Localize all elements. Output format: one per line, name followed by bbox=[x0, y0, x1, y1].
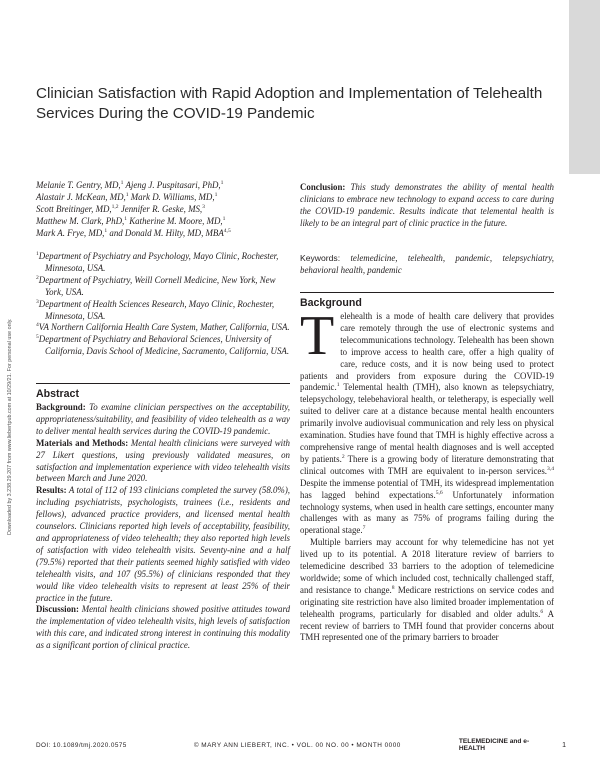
body-text: There is a growing body of literature demonstrating that clinical outcomes with TMH are equivalent to in-person services. bbox=[300, 453, 554, 476]
author-affiliation-mark: 1 bbox=[214, 191, 218, 198]
author-affiliation-mark: 1,2 bbox=[111, 203, 119, 210]
body-text: Unfortunately information technology systems, when used in health care settings, encounter many challenges with as many as 75% of programs failing during the operational stage. bbox=[300, 489, 555, 536]
abstract-section-label: Results: bbox=[36, 485, 67, 496]
keywords-label: Keywords: bbox=[300, 253, 341, 263]
background-paragraph-2 bbox=[300, 537, 554, 644]
body-text: A recent review of barriers to TMH found that provider concerns about TMH represented one of the primary barriers to broader bbox=[300, 608, 554, 643]
author-affiliation-mark: 1 bbox=[125, 191, 129, 198]
author-name: Matthew M. Clark, PhD, bbox=[36, 215, 125, 226]
keywords bbox=[300, 253, 554, 277]
affiliation-text: VA Northern California Health Care System, Mather, California, USA. bbox=[38, 322, 290, 333]
author-name: Scott Breitinger, MD, bbox=[36, 203, 112, 214]
affiliation bbox=[36, 299, 290, 323]
affiliation-number: 2 bbox=[36, 274, 39, 281]
citation: 3,4 bbox=[547, 465, 554, 472]
abstract-section bbox=[36, 402, 290, 438]
author-list bbox=[36, 180, 290, 240]
citation: 7 bbox=[362, 525, 366, 532]
citation: 5,6 bbox=[435, 489, 443, 496]
author-name: Ajeng J. Puspitasari, PhD, bbox=[125, 180, 221, 190]
conclusion-text: This study demonstrates the ability of mental health clinicians to embrace new technology to expand access to care during the COVID-19 pandemic. Results indicate that telemental health is likely to be an integral part of clinic practice in the future. bbox=[300, 182, 554, 228]
author-affiliation-mark: 1 bbox=[220, 180, 224, 187]
doi: DOI: 10.1089/tmj.2020.0575 bbox=[36, 741, 127, 749]
conclusion-label: Conclusion: bbox=[300, 182, 346, 192]
author-affiliation-mark: 1 bbox=[124, 215, 128, 222]
abstract-section bbox=[36, 604, 290, 652]
author-name: Mark D. Williams, MD, bbox=[130, 191, 215, 202]
citation: 6 bbox=[540, 608, 544, 615]
author-name: Jennifer R. Geske, MS, bbox=[120, 203, 203, 214]
article-title: Clinician Satisfaction with Rapid Adoption and Implementation of Telehealth Services During the COVID-19 Pandemic bbox=[36, 85, 543, 122]
body-text: Multiple barriers may account for why telemedicine has not yet lived up to its potential. A 2018 literature review of barriers to telemedicine described 33 barriers to the adoption of telemedicine worldwide; some of which included cost, technically challenged staff, and resistance to change. bbox=[300, 537, 554, 595]
citation: 1 bbox=[336, 382, 340, 389]
abstract-section-text: Mental health clinicians showed positive attitudes toward the implementation of video telehealth visits, high levels of satisfaction with this care, and indicated strong interest in continuing this modality as a significant portion of clinical practice. bbox=[36, 604, 291, 651]
affiliation bbox=[36, 275, 290, 299]
abstract-section-text: A total of 112 of 193 clinicians completed the survey (58.0%), including psychiatrists, psychologists, trainees (i.e., residents and fellows), advanced practice providers, and licensed mental health counselors. Clinicians reported high levels of acceptability, feasibility, and appropriateness of video telehealth; they also reported high levels of satisfaction with video telehealth visits. Seventy-nine and a half (79.5%) reported that their patients seemed highly satisfied with video telehealth visits, and 107 (95.5%) of clinicians responded that they would like video telehealth visits to represent at least 25% of their practice in the future. bbox=[36, 485, 291, 603]
affiliation-text: Department of Psychiatry and Psychology, Mayo Clinic, Rochester, Minnesota, USA. bbox=[38, 251, 279, 273]
abstract-section-text: To examine clinician perspectives on the acceptability, appropriateness/suitability, and feasibility of video telehealth as a way to deliver mental health services during the COVID-19 pandemic. bbox=[36, 402, 291, 436]
author-name: Mark A. Frye, MD, bbox=[36, 227, 105, 238]
citation: 8 bbox=[391, 584, 395, 591]
publisher-line: © MARY ANN LIEBERT, INC. • VOL. 00 NO. 00 • MONTH 0000 bbox=[193, 741, 401, 749]
background-heading: Background bbox=[300, 297, 362, 309]
abstract-section bbox=[36, 438, 290, 486]
author-name: Alastair J. McKean, MD, bbox=[36, 191, 126, 202]
author-affiliation-mark: 1 bbox=[104, 227, 108, 234]
abstract-section-label: Discussion: bbox=[36, 604, 79, 615]
affiliation-number: 1 bbox=[36, 251, 39, 258]
journal-name: TELEMEDICINE and e-HEALTH bbox=[458, 738, 530, 752]
author-line bbox=[36, 204, 290, 216]
author-affiliation-mark: 1 bbox=[120, 180, 124, 187]
body-text: elehealth is a mode of health care delivery that provides care remotely through the use of electronic systems and telecommunications technology. Telehealth has been shown to improve access to health care, offer a high quality of care, reduce costs, and it is now being used to protect patients and providers from exposure during the COVID-19 pandemic. bbox=[300, 311, 554, 393]
background-paragraph-1 bbox=[300, 305, 555, 537]
side-tab bbox=[569, 0, 600, 174]
conclusion-paragraph bbox=[300, 182, 554, 230]
body-text: Medicare restrictions on service codes and originating site restriction have also limited broader implementation of telehealth programs, particularly for disabled and older adults. bbox=[300, 584, 554, 619]
author-name: Melanie T. Gentry, MD, bbox=[36, 180, 121, 190]
background-section bbox=[300, 297, 554, 644]
abstract-section-label: Background: bbox=[36, 402, 86, 412]
affiliation-number: 5 bbox=[36, 334, 39, 341]
author-line bbox=[36, 228, 290, 240]
abstract-section-label: Materials and Methods: bbox=[36, 437, 129, 448]
affiliation-number: 3 bbox=[36, 298, 39, 305]
affiliation-text: Department of Psychiatry, Weill Cornell Medicine, New York, New York, USA. bbox=[38, 274, 276, 297]
conclusion bbox=[300, 182, 554, 230]
author-affiliation-mark: 4,5 bbox=[223, 227, 231, 234]
abstract-rule bbox=[36, 383, 290, 384]
body-text: Despite the immense potential of TMH, its widespread implementation has lagged behind expectations. bbox=[300, 477, 554, 500]
abstract-section-text: Mental health clinicians were surveyed with 27 Likert questions, using previously validated measures, on satisfaction and implementation experience with video telehealth visits between March and June 2020. bbox=[36, 437, 290, 484]
author-line bbox=[36, 180, 290, 192]
affiliation bbox=[36, 251, 290, 275]
abstract-section bbox=[36, 485, 290, 604]
abstract-body bbox=[36, 402, 290, 652]
author-line bbox=[36, 216, 290, 228]
keywords-paragraph bbox=[300, 253, 554, 277]
abstract-heading: Abstract bbox=[36, 388, 79, 400]
page-number: 1 bbox=[562, 741, 566, 749]
affiliation bbox=[36, 322, 290, 334]
abstract bbox=[36, 388, 290, 652]
affiliation-text: Department of Psychiatry and Behavioral Sciences, University of California, Davis School of Medicine, Sacramento, California, USA. bbox=[38, 334, 290, 357]
body-text: Telemental health (TMH), also known as telepsychiatry, telepsychology, telebehavioral health, or teletherapy, is especially well suited to deliver care at a distance because mental health encounters primarily involve audiovisual communication and rely less on physical examination. Studies have found that TMH is highly effective across a comprehensive range of mental health diagnoses and is well accepted by patients. bbox=[300, 382, 554, 464]
background-rule bbox=[300, 292, 554, 293]
affiliation bbox=[36, 334, 290, 358]
author-affiliation-mark: 3 bbox=[202, 203, 205, 210]
page-footer bbox=[36, 739, 566, 751]
author-name: Katherine M. Moore, MD, bbox=[129, 215, 223, 226]
author-name: and Donald M. Hilty, MD, MBA bbox=[109, 227, 224, 238]
download-note: Downloaded by 3.238.29.207 from www.liebertpub.com at 10/29/21. For personal use only. bbox=[7, 318, 13, 536]
keywords-text: telemedicine, telehealth, pandemic, telepsychiatry, behavioral health, pandemic bbox=[300, 253, 554, 275]
author-affiliation-mark: 1 bbox=[222, 215, 226, 222]
citation: 2 bbox=[341, 453, 345, 460]
affiliation-text: Department of Health Sciences Research, Mayo Clinic, Rochester, Minnesota, USA. bbox=[38, 298, 275, 321]
drop-cap: T bbox=[300, 305, 335, 367]
affiliation-number: 4 bbox=[36, 322, 39, 329]
affiliation-list bbox=[36, 251, 290, 358]
author-line bbox=[36, 192, 290, 204]
